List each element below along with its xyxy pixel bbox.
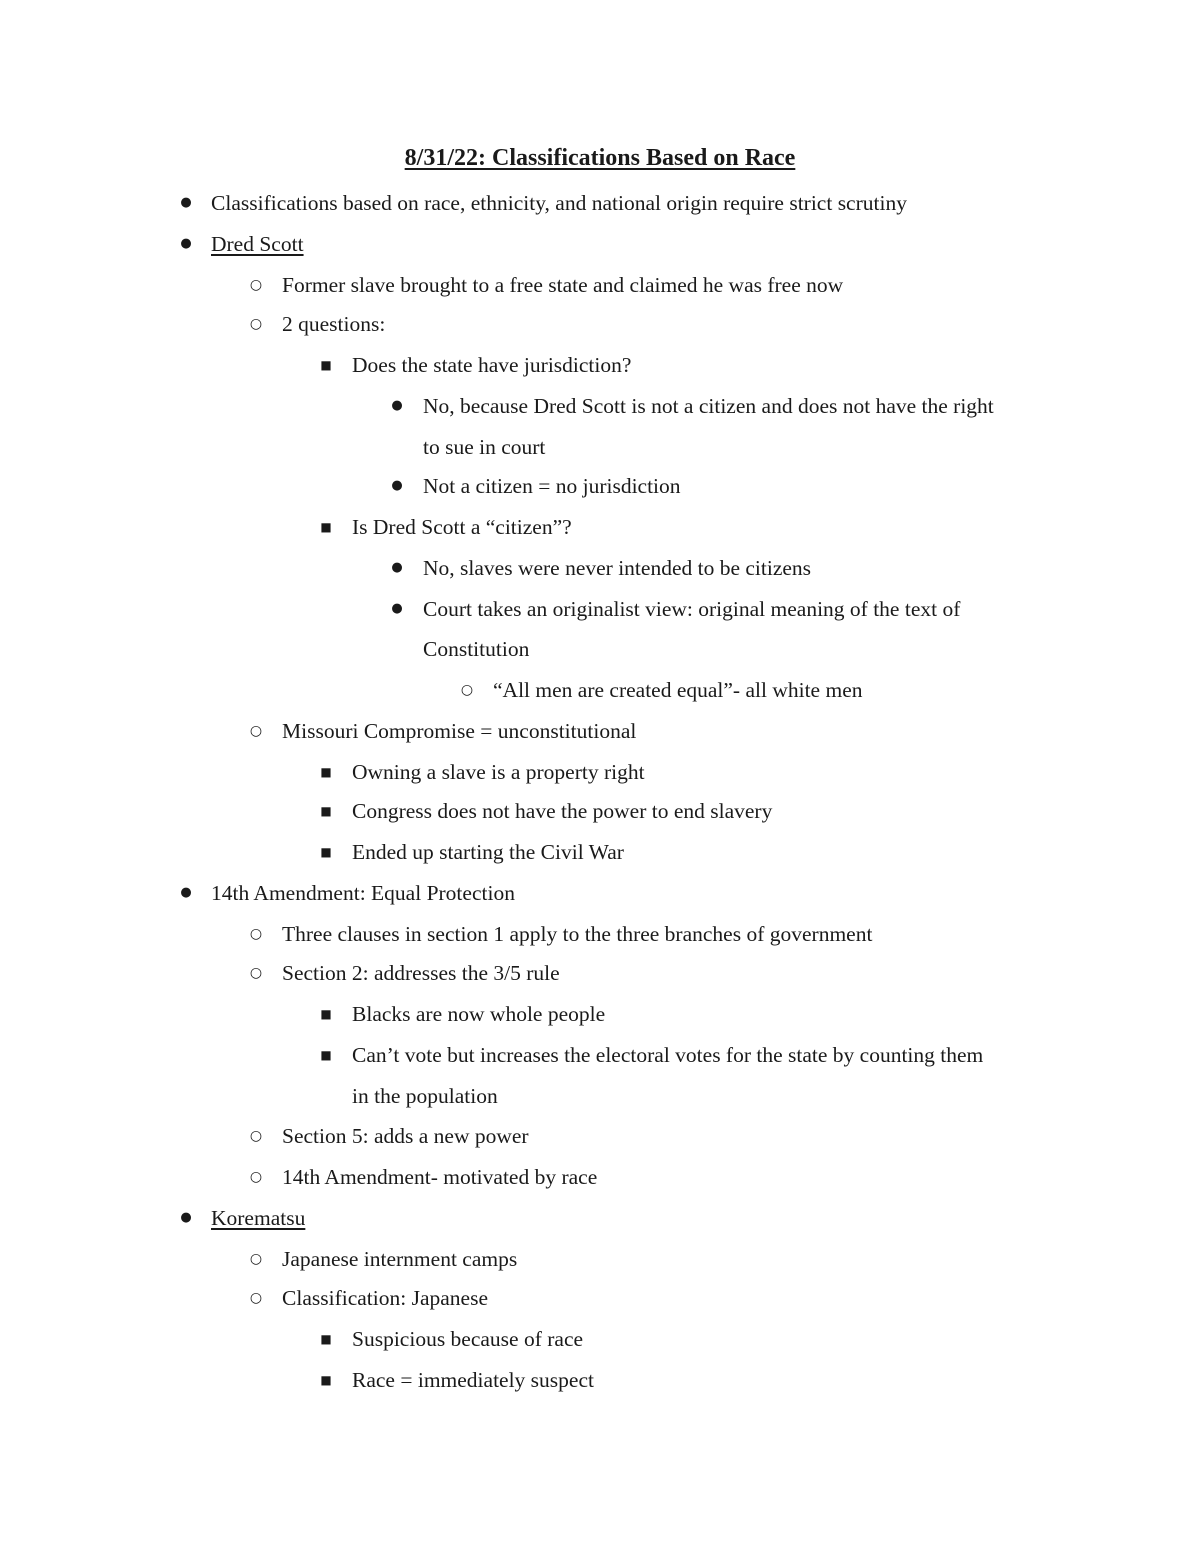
circle-bullet-icon: ○ [249, 965, 263, 981]
list-item [0, 670, 1200, 710]
list-item-continuation [0, 1076, 1200, 1116]
case-heading-dred-scott: Dred Scott [211, 232, 304, 256]
list-item-text: Japanese internment camps [282, 1247, 518, 1271]
list-item [0, 265, 1200, 305]
square-bullet-icon: ■ [320, 1332, 332, 1346]
list-item-text: 2 questions: [282, 312, 386, 336]
list-item-text: Three clauses in section 1 apply to the three branches of government [282, 922, 873, 946]
list-item-continuation [0, 629, 1200, 669]
disc-bullet-icon: ● [391, 601, 403, 616]
square-bullet-icon: ■ [320, 845, 332, 859]
list-item-text: to sue in court [423, 435, 546, 459]
list-item [0, 345, 1200, 385]
disc-bullet-icon: ● [391, 560, 403, 575]
list-item-text: No, slaves were never intended to be citizens [423, 556, 812, 580]
list-item-text: Blacks are now whole people [352, 1002, 606, 1026]
disc-bullet-icon: ● [180, 885, 192, 900]
disc-bullet-icon: ● [180, 236, 192, 251]
list-item-text: Is Dred Scott a “citizen”? [352, 515, 572, 539]
case-heading-korematsu: Korematsu [211, 1206, 306, 1230]
list-item-text: 14th Amendment: Equal Protection [211, 881, 515, 905]
circle-bullet-icon: ○ [249, 723, 263, 739]
disc-bullet-icon: ● [180, 195, 192, 210]
list-item [0, 1239, 1200, 1279]
circle-bullet-icon: ○ [249, 1290, 263, 1306]
list-item [0, 914, 1200, 954]
list-item [0, 507, 1200, 547]
list-item [0, 791, 1200, 831]
circle-bullet-icon: ○ [249, 926, 263, 942]
disc-bullet-icon: ● [180, 1210, 192, 1225]
circle-bullet-icon: ○ [249, 316, 263, 332]
list-item [0, 873, 1200, 913]
circle-bullet-icon: ○ [249, 1128, 263, 1144]
list-item-text: Suspicious because of race [352, 1327, 584, 1351]
list-item [0, 832, 1200, 872]
list-item-text: Classifications based on race, ethnicity, and national origin require strict scrutiny [211, 191, 907, 215]
circle-bullet-icon: ○ [249, 1251, 263, 1267]
list-item-text: Can’t vote but increases the electoral votes for the state by counting them [352, 1043, 984, 1067]
list-item-text: Congress does not have the power to end slavery [352, 799, 773, 823]
list-item [0, 304, 1200, 344]
list-item [0, 1157, 1200, 1197]
list-item-text: Missouri Compromise = unconstitutional [282, 719, 637, 743]
list-item [0, 589, 1200, 629]
list-item [0, 1035, 1200, 1075]
list-item-text: Court takes an originalist view: original meaning of the text of [423, 597, 961, 621]
list-item [0, 386, 1200, 426]
circle-bullet-icon: ○ [249, 277, 263, 293]
list-item-text: in the population [352, 1084, 498, 1108]
list-item-continuation [0, 427, 1200, 467]
list-item-text: Constitution [423, 637, 530, 661]
list-item-text: Section 5: adds a new power [282, 1124, 529, 1148]
disc-bullet-icon: ● [391, 478, 403, 493]
list-item [0, 953, 1200, 993]
list-item-text: Section 2: addresses the 3/5 rule [282, 961, 560, 985]
page-title: 8/31/22: Classifications Based on Race [404, 145, 796, 171]
list-item-text: Not a citizen = no jurisdiction [423, 474, 681, 498]
square-bullet-icon: ■ [320, 1373, 332, 1387]
list-item [0, 466, 1200, 506]
list-item [0, 1198, 1200, 1238]
circle-bullet-icon: ○ [249, 1169, 263, 1185]
square-bullet-icon: ■ [320, 1007, 332, 1021]
list-item [0, 183, 1200, 223]
square-bullet-icon: ■ [320, 520, 332, 534]
square-bullet-icon: ■ [320, 804, 332, 818]
list-item-text: Does the state have jurisdiction? [352, 353, 632, 377]
list-item [0, 1116, 1200, 1156]
list-item-text: No, because Dred Scott is not a citizen and does not have the right [423, 394, 994, 418]
list-item-text: Owning a slave is a property right [352, 760, 645, 784]
list-item [0, 711, 1200, 751]
list-item-text: Ended up starting the Civil War [352, 840, 624, 864]
list-item-text: Former slave brought to a free state and claimed he was free now [282, 273, 844, 297]
circle-bullet-icon: ○ [460, 682, 474, 698]
list-item-text: Classification: Japanese [282, 1286, 488, 1310]
list-item-text: Race = immediately suspect [352, 1368, 594, 1392]
list-item [0, 752, 1200, 792]
square-bullet-icon: ■ [320, 1048, 332, 1062]
list-item [0, 1360, 1200, 1400]
square-bullet-icon: ■ [320, 358, 332, 372]
list-item [0, 224, 1200, 264]
list-item [0, 1319, 1200, 1359]
square-bullet-icon: ■ [320, 765, 332, 779]
list-item-text: 14th Amendment- motivated by race [282, 1165, 598, 1189]
disc-bullet-icon: ● [391, 398, 403, 413]
list-item-text: “All men are created equal”- all white men [493, 678, 863, 702]
list-item [0, 1278, 1200, 1318]
list-item [0, 994, 1200, 1034]
list-item [0, 548, 1200, 588]
